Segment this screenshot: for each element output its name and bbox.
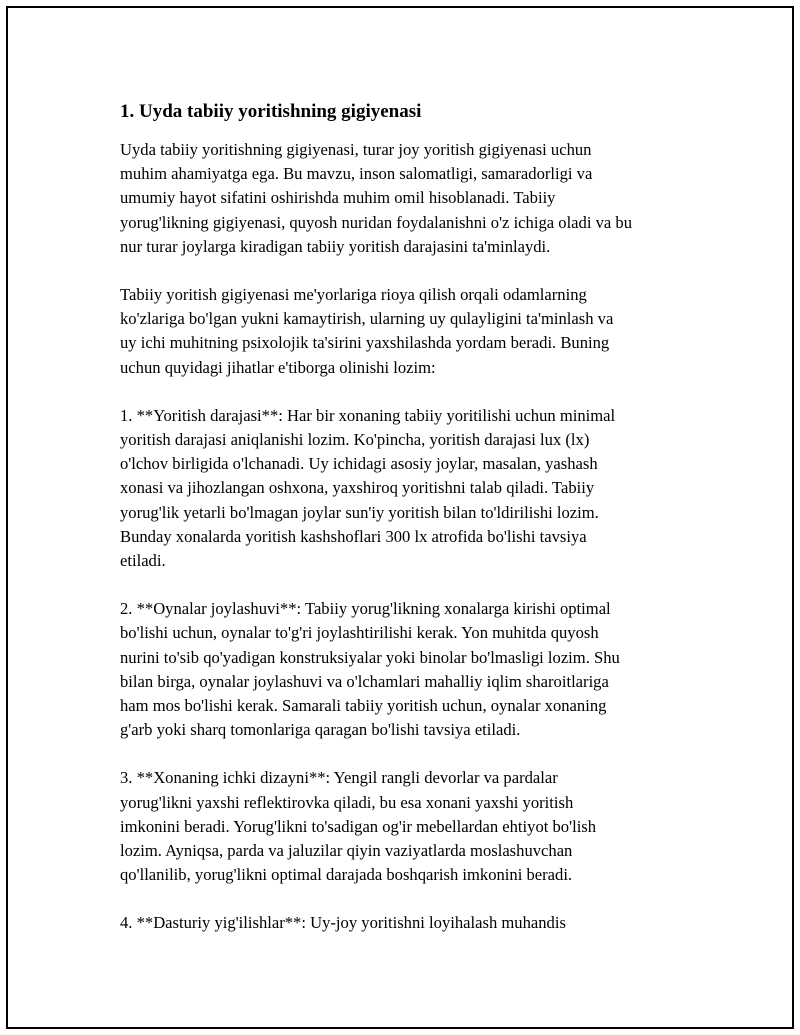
paragraph-item-3 <box>120 766 700 887</box>
text-line: imkonini beradi. Yorug'likni to'sadigan og'ir mebellardan ehtiyot bo'lish <box>120 816 597 836</box>
paragraph-item-1 <box>120 404 700 573</box>
text-line: uy ichi muhitning psixolojik ta'sirini yaxshilashda yordam beradi. Buning <box>120 333 610 353</box>
text-line: 1. **Yoritish darajasi**: Har bir xonaning tabiiy yoritilishi uchun minimal <box>120 405 616 425</box>
text-line: xonasi va jihozlangan oshxona, yaxshiroq yoritishni talab qiladi. Tabiiy <box>120 478 595 498</box>
paragraph-intro <box>120 138 700 259</box>
text-line: lozim. Ayniqsa, parda va jaluzilar qiyin vaziyatlarda moslashuvchan <box>120 841 573 861</box>
text-line: yoritish darajasi aniqlanishi lozim. Ko'pincha, yoritish darajasi lux (lx) <box>120 430 590 450</box>
text-line: ham mos bo'lishi kerak. Samarali tabiiy yoritish uchun, oynalar xonaning <box>120 696 607 716</box>
text-line: qo'llanilib, yorug'likni optimal darajada boshqarish imkonini beradi. <box>120 865 573 885</box>
paragraph-norms <box>120 283 700 380</box>
text-line: o'lchov birligida o'lchanadi. Uy ichidagi asosiy joylar, masalan, yashash <box>120 454 598 474</box>
text-line: etiladi. <box>120 551 166 571</box>
text-line: nurini to'sib qo'yadigan konstruksiyalar yoki binolar bo'lmasligi lozim. Shu <box>120 647 620 667</box>
text-line: 2. **Oynalar joylashuvi**: Tabiiy yorug'likning xonalarga kirishi optimal <box>120 599 611 619</box>
document-body <box>120 100 700 960</box>
text-line: 3. **Xonaning ichki dizayni**: Yengil rangli devorlar va pardalar <box>120 768 558 788</box>
text-line: nur turar joylarga kiradigan tabiiy yoritish darajasini ta'minlaydi. <box>120 236 551 256</box>
text-line: Uyda tabiiy yoritishning gigiyenasi, turar joy yoritish gigiyenasi uchun <box>120 140 592 159</box>
text-line: yorug'lik yetarli bo'lmagan joylar sun'iy yoritish bilan to'ldirilishi lozim. <box>120 502 599 522</box>
text-line: umumiy hayot sifatini oshirishda muhim omil hisoblanadi. Tabiiy <box>120 188 556 208</box>
text-line: muhim ahamiyatga ega. Bu mavzu, inson salomatligi, samaradorligi va <box>120 164 593 184</box>
text-line: yorug'likni yaxshi reflektirovka qiladi, bu esa xonani yaxshi yoritish <box>120 792 574 812</box>
text-line: bilan birga, oynalar joylashuvi va o'lchamlari mahalliy iqlim sharoitlariga <box>120 671 609 691</box>
text-line: g'arb yoki sharq tomonlariga qaragan bo'lishi tavsiya etiladi. <box>120 720 521 740</box>
text-line: Bunday xonalarda yoritish kashshoflari 300 lx atrofida bo'lishi tavsiya <box>120 526 587 546</box>
text-line: bo'lishi uchun, oynalar to'g'ri joylashtirilishi kerak. Yon muhitda quyosh <box>120 623 599 643</box>
document-page <box>6 6 794 1029</box>
text-line: uchun quyidagi jihatlar e'tiborga olinishi lozim: <box>120 357 436 377</box>
text-line: Tabiiy yoritish gigiyenasi me'yorlariga rioya qilish orqali odamlarning <box>120 285 587 305</box>
paragraph-item-2 <box>120 597 700 742</box>
paragraph-item-4 <box>120 911 700 935</box>
text-line: ko'zlariga bo'lgan yukni kamaytirish, ularning uy qulayligini ta'minlash va <box>120 309 614 329</box>
section-heading: 1. Uyda tabiiy yoritishning gigiyenasi <box>120 101 422 122</box>
text-line: 4. **Dasturiy yig'ilishlar**: Uy-joy yoritishni loyihalash muhandis <box>120 913 566 933</box>
text-line: yorug'likning gigiyenasi, quyosh nuridan foydalanishni o'z ichiga oladi va bu <box>120 212 632 232</box>
